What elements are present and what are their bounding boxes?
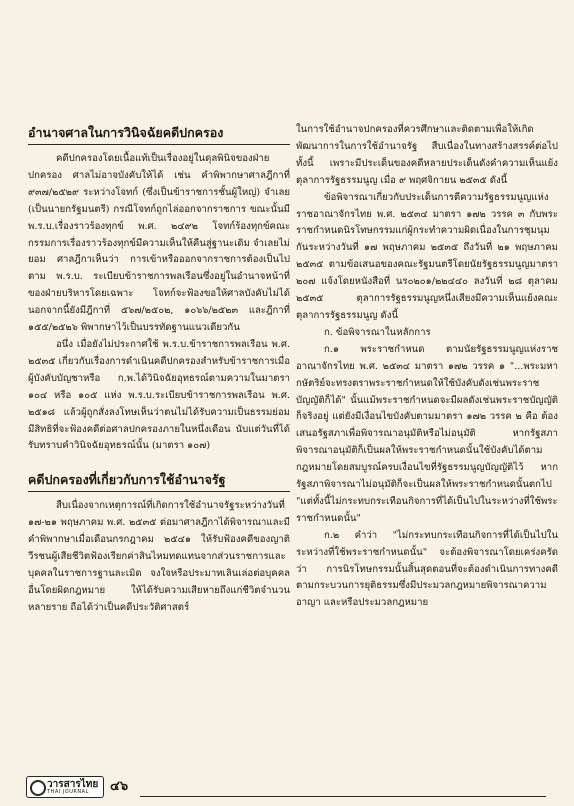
logo-subtitle: THAI JOURNAL [47,789,89,795]
section-heading-state-power-cases: คดีปกครองที่เกี่ยวกับการใช้อำนาจรัฐ [28,469,290,492]
body-paragraph: ก.๒ คำว่า "ไม่กระทบกระเทือนกิจการที่ได้เป็นไปในระหว่างที่ใช้พระราชกำหนดนั้น" จะต้องพิจารณาโดยเคร่งครัดว่า การนิรโทษกรรมนั้นสิ้นสุดตอนที่จะต้องดำเนินการทางคดีตามกระบวนการยุติธรรมซึ่งมีประมวลกฎหมายพิจารณาความอาญา และหรือประมวลกฎหมาย [296,529,558,609]
logo-title: วารสารไทย [47,779,99,790]
body-paragraph: ในการใช้อำนาจปกครองที่ควรศึกษาและติดตามเพื่อให้เกิดพัฒนาการในการใช้อำนาจรัฐ สืบเนื่องในทางสร้างสรรค์ต่อไป ทั้งนี้ เพราะมีประเด็นของคดีหลายประเด็นดังคำความเห็นแย้งตุลาการรัฐธรรมนูญ เมื่อ ๙ พฤศจิกายน ๒๕๓๕ ดังนี้ [296,124,558,186]
body-paragraph: คดีปกครองโดยเนื้อแท้เป็นเรื่องอยู่ในดุลพินิจของฝ่ายปกครอง ศาลไม่อาจบังคับให้ได้ เช่น คำพิพากษาศาลฎีกาที่ ๙๓๗/๒๕๒๙ ระหว่างโจทก์ (ซึ่งเป็นข้าราชการชั้นผู้ใหญ่) จำเลย (เป็นนายกรัฐมนตรี) กรณีโจทก์ถูกไล่ออกจากราชการ ขณะนั้นมี พ.ร.บ.เรื่องราวร้องทุกข์ พ.ศ. ๒๔๙๒ โจทก์ร้องทุกข์คณะกรรมการเรื่องราวร้องทุกข์มีความเห็นให้คืนสู่ฐานะเดิม จำเลยไม่ยอม ศาลฎีกาเห็นว่า การเข้าหรือออกจากราชการต้องเป็นไปตาม พ.ร.บ. ระเบียบข้าราชการพลเรือนซึ่งอยู่ในอำนาจหน้าที่ของฝ่ายบริหารโดยเฉพาะ โจทก์จะฟ้องขอให้ศาลบังคับไม่ได้ นอกจากนี้ยังมีฎีกาที่ ๕๖๗/๒๕๐๒, ๑๐๖๖/๒๕๒๓ และฎีกาที่ ๑๕๕/๒๕๒๖ พิพากษาไว้เป็นบรรทัดฐานแนวเดียวกัน [28,153,290,334]
body-paragraph: สืบเนื่องจากเหตุการณ์ที่เกิดการใช้อำนาจรัฐระหว่างวันที่ ๑๗-๒๑ พฤษภาคม พ.ศ. ๒๕๓๕ ต่อมาศาลฎีกาได้พิจารณาและมีคำพิพากษาเมื่อเดือนกรกฎาคม ๒๕๔๑ ให้รับฟ้องคดีของญาติวีรชนผู้เสียชีวิตฟ้องเรียกค่าสินไหมทดแทนจากส่วนราชการและบุคคลในราชการฐานละเมิด จงใจหรือประมาทเลินเล่อต่อบุคคลอื่นโดยผิดกฎหมาย ให้ได้รับความเสียหายถึงแก่ชีวิตจำนวนหลายราย ถือได้ว่าเป็นคดีประวัติศาสตร์ [28,500,290,613]
left-column [28,122,290,617]
body-paragraph: อนึ่ง เมื่อยังไม่ประกาศใช้ พ.ร.บ.ข้าราชการพลเรือน พ.ศ. ๒๕๓๕ เกี่ยวกับเรื่องการดำเนินคดีปกครองสำหรับข้าราชการเมื่อผู้บังคับบัญชาหรือ ก.พ.ได้วินิจฉัยอุทธรณ์ตามความในมาตรา ๑๐๔ หรือ ๑๐๕ แห่ง พ.ร.บ.ระเบียบข้าราชการพลเรือน พ.ศ. ๒๕๑๘ แล้วผู้ถูกสั่งลงโทษเห็นว่าตนไม่ได้รับความเป็นธรรมย่อมมีสิทธิที่จะฟ้องคดีต่อศาลปกครองภายในหนึ่งเดือน นับแต่วันที่ได้รับทราบคำวินิจฉัยอุทธรณ์นั้น (มาตรา ๑๐๗) [28,338,290,452]
footer-divider [140,796,546,797]
journal-logo-icon [30,780,46,796]
body-paragraph: ข้อพิจารณาเกี่ยวกับประเด็นการตีความรัฐธรรมนูญแห่งราชอาณาจักรไทย พ.ศ. ๒๕๓๔ มาตรา ๑๗๒ วรรค ๓ กับพระราชกำหนดนิรโทษกรรมแก่ผู้กระทำความผิดเนื่องในการชุมนุมกันระหว่างวันที่ ๑๗ พฤษภาคม ๒๕๓๕ ถึงวันที่ ๒๑ พฤษภาคม ๒๕๓๕ ตามข้อเสนอของคณะรัฐมนตรีโดยนัยรัฐธรรมนูญมาตรา ๒๐๗ แจ้งโดยหนังสือที่ นร๐๒๐๑/๒๒๔๔๐ ลงวันที่ ๒๘ ตุลาคม ๒๕๓๕ ตุลาการรัฐธรรมนูญหนึ่งเสียงมีความเห็นแย้งคณะตุลาการรัฐธรรมนูญ ดังนี้ [296,191,558,321]
page-number: ๔๖ [110,779,129,794]
page-footer [0,776,574,806]
subsection-label: ก. ข้อพิจารณาในหลักการ [324,326,431,338]
body-paragraph: ก.๑ พระราชกำหนด ตามนัยรัฐธรรมนูญแห่งราชอาณาจักรไทย พ.ศ. ๒๕๓๔ มาตรา ๑๗๒ วรรค ๑ "...พระมหากษัตริย์จะทรงตราพระราชกำหนดให้ใช้บังคับดังเช่นพระราชบัญญัติก็ได้" นั้นแม้พระราชกำหนดจะมีผลดังเช่นพระราชบัญญัติก็จริงอยู่ แต่ยังมีเงื่อนไขบังคับตามมาตรา ๑๗๒ วรรค ๒ คือ ต้องเสนอรัฐสภาเพื่อพิจารณาอนุมัติหรือไม่อนุมัติ หากรัฐสภาพิจารณาอนุมัติก็เป็นผลให้พระราชกำหนดนั้นใช้บังคับได้ตามกฎหมายโดยสมบูรณ์ครบเงื่อนไขที่รัฐธรรมนูญบัญญัติไว้ หากรัฐสภาพิจารณาไม่อนุมัติก็จะเป็นผลให้พระราชกำหนดนั้นตกไป "แต่ทั้งนี้ไม่กระทบกระเทือนกิจการที่ได้เป็นไปในระหว่างที่ใช้พระราชกำหนดนั้น" [296,343,558,524]
section-heading-admin-court-jurisdiction: อำนาจศาลในการวินิจฉัยคดีปกครอง [28,122,290,145]
right-column [296,122,558,612]
journal-logo [26,776,104,798]
